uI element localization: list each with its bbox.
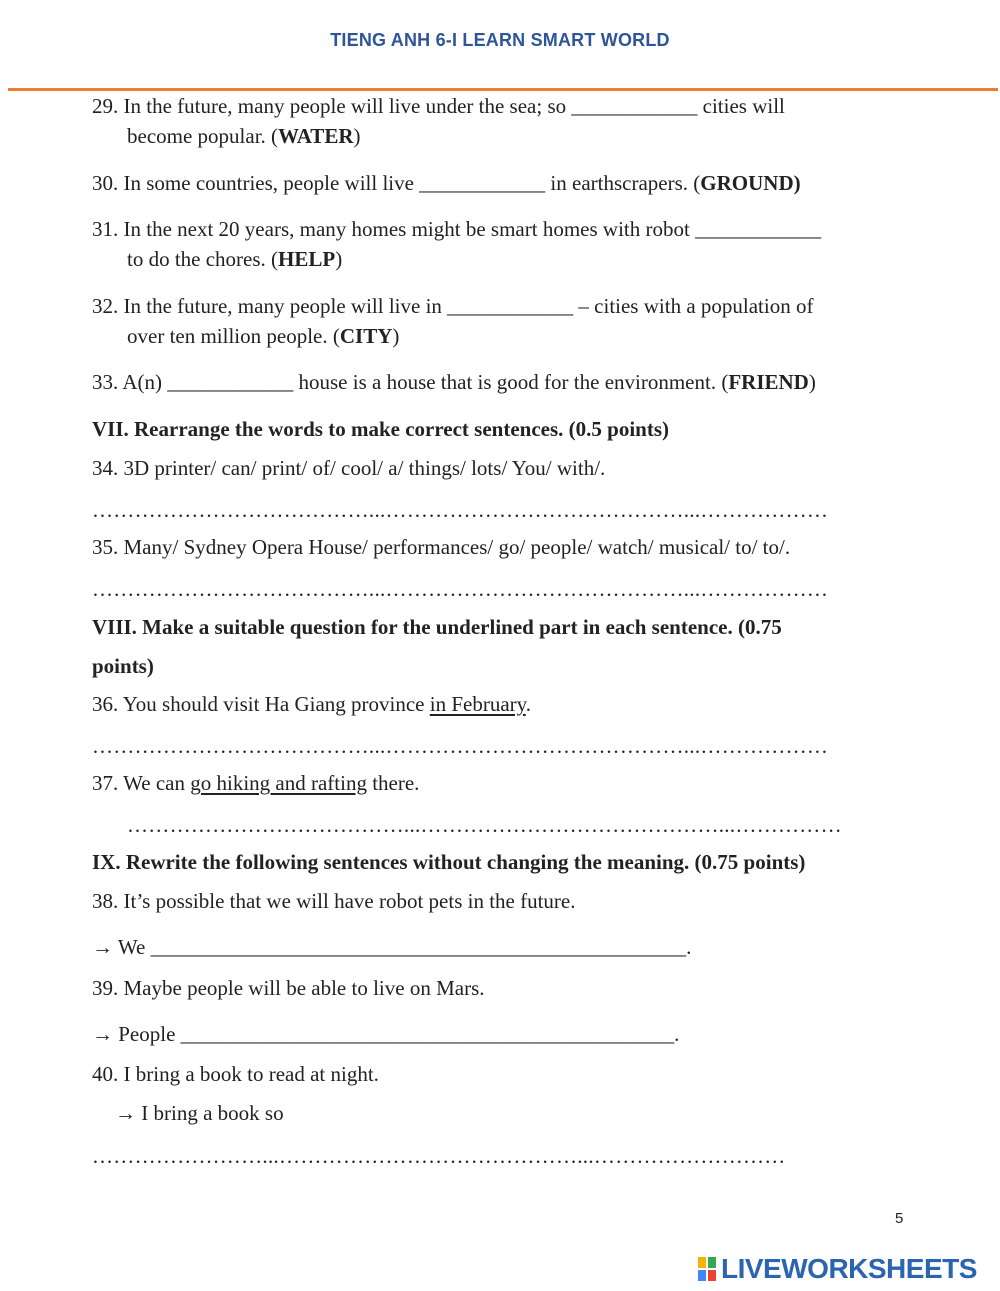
q29-line1: 29. In the future, many people will live under the sea; so ____________ cities will xyxy=(92,94,785,118)
liveworksheets-logo-icon xyxy=(697,1256,717,1282)
q37-line: 37. We can go hiking and rafting there. xyxy=(92,771,420,795)
q32-line2: over ten million people. (CITY) xyxy=(127,324,400,348)
q31-line1: 31. In the next 20 years, many homes might be smart homes with robot ____________ xyxy=(92,217,822,241)
liveworksheets-logo xyxy=(697,1253,977,1285)
q30-line: 30. In some countries, people will live ____________ in earthscrapers. (GROUND) xyxy=(92,171,801,195)
header-divider xyxy=(8,88,998,91)
logo-text: LIVEWORKSHEETS xyxy=(721,1253,977,1284)
q40-line: 40. I bring a book to read at night. xyxy=(92,1062,379,1086)
q37-underlined-part: go hiking and rafting xyxy=(190,771,367,795)
section-8-heading-line1: VIII. Make a suitable question for the underlined part in each sentence. (0.75 xyxy=(92,615,782,639)
q36-underlined-part: in February xyxy=(429,692,526,716)
q40-answer-line[interactable]: ……………………...……………………………………...……………………… xyxy=(92,1144,786,1168)
q40-prompt: → I bring a book so xyxy=(115,1101,284,1125)
page-number: 5 xyxy=(895,1210,904,1227)
q38-line: 38. It’s possible that we will have robot pets in the future. xyxy=(92,889,576,913)
q32-line1: 32. In the future, many people will live in ____________ – cities with a population of xyxy=(92,294,814,318)
q34-line: 34. 3D printer/ can/ print/ of/ cool/ a/ things/ lots/ You/ with/. xyxy=(92,456,606,480)
q36-answer-line[interactable]: …………………………………...……………………………………...……………… xyxy=(92,734,829,758)
q35-line: 35. Many/ Sydney Opera House/ performances/ go/ people/ watch/ musical/ to/ to/. xyxy=(92,535,791,559)
q37-answer-line[interactable]: …………………………………...……………………………………...…………… xyxy=(127,813,842,837)
q34-answer-line[interactable]: …………………………………...……………………………………...……………… xyxy=(92,498,829,522)
q36-line: 36. You should visit Ha Giang province in February. xyxy=(92,692,532,716)
section-7-heading: VII. Rearrange the words to make correct sentences. (0.5 points) xyxy=(92,417,669,441)
q29-line2: become popular. (WATER) xyxy=(127,124,361,148)
q31-line2: to do the chores. (HELP) xyxy=(127,247,343,271)
page-header: TIENG ANH 6-I LEARN SMART WORLD xyxy=(330,30,670,50)
q38-answer-line[interactable]: → We ___________________________________________________. xyxy=(92,935,692,959)
q35-answer-line[interactable]: …………………………………...……………………………………...……………… xyxy=(92,577,829,601)
q33-line: 33. A(n) ____________ house is a house that is good for the environment. (FRIEND) xyxy=(92,370,816,394)
q39-line: 39. Maybe people will be able to live on Mars. xyxy=(92,976,485,1000)
section-8-heading-line2: points) xyxy=(92,654,154,678)
section-9-heading: IX. Rewrite the following sentences without changing the meaning. (0.75 points) xyxy=(92,850,806,874)
q39-answer-line[interactable]: → People _______________________________________________. xyxy=(92,1022,680,1046)
